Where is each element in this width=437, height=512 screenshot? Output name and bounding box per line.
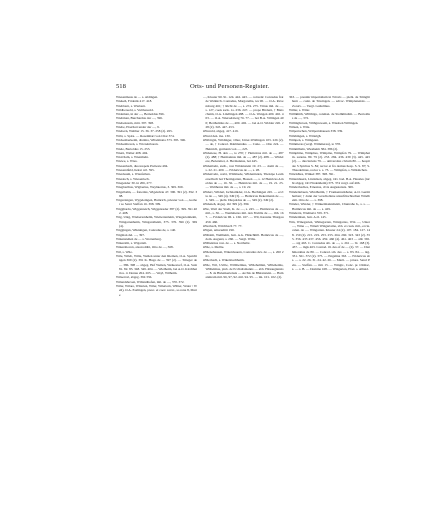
- index-entry: Wiesendfeld, heiret 4.0. 595.: [116, 168, 155, 173]
- index-entry: Wilard den. ina. 130.: [202, 133, 231, 138]
- index-entry: Wildert, Wildert, Ischnamider, O.A. Hechingen 245. — ecclia de —, 349 (4). 349 (3). — Heinricus Dekermann de —, 1. 349. — plebi. Diopoldus de —, 349 (2). 349 (2).: [202, 189, 284, 203]
- index-entry: Wiebern, Walther 15. 36. 37. 258 (2). 265.: [116, 129, 173, 134]
- index-entry: Wimpen, s. Wimgeun.: [289, 137, 319, 142]
- index-entry: Wilandshoven, Willandhofen, mil. de —, 370. 372.: [116, 279, 185, 284]
- index-entry: Wille, Wil, Uville, Willibelmus, Willehalmin, Willeheims, Wilhelmus, plab. de Ecchaltsmanns — abb. Hirsaugiensis — 8. de Hulenkertensis — Archis de Bhtrenstein. — Hamanniram mil. 96, 97, 92. mil. 94. 95. — mi. 101. 102. (2).: [202, 262, 284, 280]
- index-entry: Wiebbern, s. Wiebern.: [116, 103, 146, 108]
- index-entry: Wilie, s. Mollie.: [202, 245, 225, 250]
- index-entry: Wilaveld, abgeg. 417. 419.: [202, 129, 239, 134]
- index-entry: Wiekeh, Friderik 417. 418.: [116, 99, 153, 104]
- index-entry: Wiesbaum, s. Wiesfeiben.: [116, 172, 151, 177]
- index-entry: Winckhles, Winkel 387. 398. 391.: [289, 172, 335, 177]
- index-entry: Wiggingen, Wikningen, Conradus de, s. 140.: [116, 228, 177, 233]
- index-entry: Wilerbach, Wilchbach 77. 77.: [202, 223, 243, 228]
- index-entry: Wilgen, amoruditit 190.: [202, 228, 235, 233]
- index-entry: Willheirnus von. de — s. Northaltz.: [202, 241, 251, 246]
- index-entry: Wilaervel, abgeg. 394 336.: [116, 275, 153, 280]
- index-entry: Wiebman, Burchardus dar —, 396.: [116, 116, 163, 121]
- index-entry: Wilhalm, Weilheim, bair. A.G. Hirkchhill. Heinricus de —, dom. Augusti, s. 260. — Vergl. Wille.: [202, 232, 284, 241]
- index-entry: Wil, s. Wile.: [116, 249, 133, 254]
- index-entry: Wickenhoven, s. Wiczeinboren.: [116, 142, 159, 147]
- index-entry: Wicrrhaln, s. Wiernheln.: [116, 155, 149, 160]
- index-entry: Wilpertschen, Wälpertshausen 338. 339.: [289, 129, 344, 134]
- index-entry: Wildbereold, s. Vultbereold.: [116, 107, 154, 112]
- index-entry: Win, Winegarten, Wimegarten, Winigartes, Win —, Unter —, Wine —, Wineb Wingartaina, sbb. et caan. mil., eccia. calen. de —. Wingarten. Kloster 24 (2). 107. 184. 127. 148. 150 (2). 215. 219. 253. 255. 264. 260. 323. 343 (2). 355. 356. 433 437. 456. 459. 460 (4). 461. 463 — abb 365. — sig 463. C. Conradus sib. de —, s. 261 — bl. 168 (3). 437. — mgk 463. Conrad. ill. des of de — (2). 37. — Diethmorahus de 80. — Conrad. sib. des — s. 83. 84. — nig. 331. 361. 372 (2). 375. — Engelina 363. — Fridericus abs. — s. 22. 26. 31. 24. 42. 26. — Marti. — priore. Sanct Pela. — Steffan. — mil. 15. — Wingtr., Conc. pr. Ottmac, s. — s. B. — Domina 168. — Wingarten, Ebel. s. Alhaid.: [289, 219, 370, 271]
- index-entry: Wibi, s. Spira. — Rosemhart von Char 374.: [116, 133, 175, 138]
- index-entry: Wiesenmaus de — s. Aldingen.: [116, 95, 159, 99]
- index-column-3: [289, 95, 370, 413]
- index-entry: Wickenberkeim, distinta, Wibelmatta 373. 395. 396.: [116, 137, 186, 142]
- index-entry: Windeinben, bair. A.O. 145.: [289, 215, 327, 220]
- index-entry: Wiegberthus, Wigbertus, Weybkertus, 3. 369. 369.: [116, 185, 184, 190]
- index-entry: Winderbaches, Ernestus, civis Augustensis. 369.: [289, 185, 354, 190]
- index-entry: Wigersingen, Wygeleingen, Hainrich, priester von —, korber so Sanct Steffan 16. 398. 399.: [116, 198, 197, 207]
- index-column-1: [116, 95, 197, 413]
- index-entry: Willerbach, s. Wikenbachheim.: [202, 258, 245, 263]
- index-entry: Wikersthi, s. Wigarteli.: [116, 241, 147, 246]
- index-entry: Willenehausen, Wikenbauern, Conradus dev. de —, s. 260 261.: [202, 249, 284, 258]
- index-entry: Wilshingen, s. Wittelgh.: [289, 133, 322, 138]
- running-title: Orts- und Personen-Register.: [190, 83, 270, 90]
- index-entry: Wiesloch, s. Wiesenloch.: [116, 176, 150, 181]
- index-entry: Wiesenbach, diocesspele Prebeste 494.: [116, 163, 169, 168]
- index-entry: Willinghoven, Vilihgnowem, a. Wiesben Willingen.: [289, 120, 359, 125]
- index-column-2: [203, 95, 284, 413]
- index-entry: Willer, s. Wilar.: [289, 107, 310, 112]
- index-entry: Windertz, Wiehtertz 359. 371.: [289, 211, 330, 216]
- index-entry: Wilsen, s. Wile.: [289, 125, 311, 130]
- index-entry: Wiebenstein, mitt. 397. 398.: [116, 120, 154, 125]
- index-entry: Wig, Unig, Wiebertenhelm, Wiebertenleim, Wiegartenheim, Wingartenheim, Wingarstheim, 375. 376. 396 (2). 369 (4).: [116, 215, 197, 228]
- index-entry: Wimmlheln, Wiesheim 384. 386 (2).: [289, 146, 338, 151]
- index-entry: Wildenese, H. den —, to 270; † Heinricus mil. de —, 487 (2). 488; † Hermannus mil. de —, 487 (2). 488. — Wildelere, Boleruiter, d. Hermannus, bei 445.: [202, 150, 284, 164]
- index-entry: Wikenstehen de — s. Wortenberg.: [116, 236, 162, 241]
- index-entry: Wideman, in der —, Bernoldus 396.: [116, 112, 165, 117]
- page-number: 518: [116, 83, 126, 90]
- index-entry: Wiele, Bertoldus 15. 253.: [116, 146, 151, 151]
- index-entry: Wintenbuern, Lindalzen, abgeg. Ort. bad. B.A. Hausles (nicht abgeg. Ort Findenheim) 373. 374 vergl. auf 466.: [289, 176, 370, 185]
- index-entry: Wildeneh, abgeg. Ort 399 (2). 399.: [202, 202, 250, 207]
- page-header: [116, 82, 370, 92]
- index-entry: Wile, Wileb, Wilie, Weilen unter den Riemen, O.A. Spaichingen 369 (2). 391 K. Hugo de — 397 (2). — Triteger de — 386. 398 — abgeg. Hof Weilen, Weikestorf, O.A. Sulz 81. 82. 83. 348. 349. 404. — Wielheim, bei A.O. Kirchheim u. d. Donau 264. 265. — Weyl, Wilheim.: [116, 253, 197, 276]
- index-entry: Wiebe, Eberhart under der —, 9.: [116, 125, 160, 130]
- index-entry: Wiegender 30. in 206, 277.: [116, 180, 153, 185]
- index-entry: Wigman del. —, 397.: [116, 232, 145, 237]
- index-entry: Wiggharda, Wiggenreich, Wiggenreder 387 (2). 399. 391 402. 408.: [116, 206, 197, 216]
- index-entry: Windeliebuen, Windhatim, † Frankenrudshaler, A.O. Germiheiben; † dann der verschollene unterfrüschischen Windbeim. Otto de —. s. 398.: [289, 189, 370, 203]
- index-columns: [116, 95, 370, 413]
- index-entry: Wimphina, Wimphes, Wimpina, Wimpfen 79. — Wimpheim. sotiens. 80. 79 (2). 253. 284. 436. 439 (3). 445. 445 (2). — dioclertens 79. — universitas civium 80. — hospitale S Spiritus S. 84; rector et fra domus hosp. S. S. 87; S. Theodolinus, rector s. s. 73. — Wimpfen, s. Wilkinchen.: [289, 150, 370, 173]
- index-entry: Wimmeras (vergl. Wimmerau), te 378.: [289, 142, 341, 147]
- index-entry: Winder, Winder, † Winkelmannsheim, Chunraho h., s. s. — Haimricus mil. de —. s. 429.: [289, 202, 370, 211]
- index-entry: Willlkhith, Willihiga, conman. de Stollkhiolim. — Bertoldus de —, 372.: [289, 112, 370, 121]
- index-entry: Wikershoven, anscrodditi, Otto de —, 368.: [116, 245, 174, 250]
- index-entry: Wilar, Wilare, Wilarten, Wiler, Wilertom, Wilher, Waler / Weil), O.A. Esslingen, presc. et coev. savar., so rone 8, Marte: [116, 284, 197, 297]
- index-entry: Wigelbahn, — fraternis, Wigelebrie 47. 390. 391 (2). 392. 398.: [116, 189, 197, 198]
- index-entry: Wildenveln, cesbi, Wildmede, Wildeninden, Theisipe Lesmerselbsch bei Theringarten, Hossen —, s. 12 Henricus Arnoldus de —, 16. 36. — Heinricus mil. de —, 19. 21. 25. — Waltherus mil. de —, s. 19. 22.: [202, 172, 284, 190]
- index-entry: Wile, Weil der Stadt, K. de —, s. 245. — Haimricus de —, mil., s. 36. — Wenlaherus mil. den Fruhlle de —, 166. 167. — Fridericus III. s. 166. 167. — Wil, Kastanu Thurgau 459. 460.: [202, 206, 284, 224]
- index-entry: Wiern, Walter 408. 404.: [116, 150, 149, 155]
- index-entry: Wiewe, s. Wies.: [116, 159, 138, 164]
- index-entry: Wildenbeln, stetb., von Wildenstein 19. 23. — domi de —, s. 22. 21. 400. — Fridericus de —, s. 28.: [202, 163, 284, 173]
- index-entry: Wiltbirgin, Wildinger, Obur, Unter-Wildingen 103. 226 (2). — de, † Conrad. Ddelmandus. — Cuno. — Otto 224. — Heinrich, germann von —, 225.: [202, 137, 284, 151]
- index-entry: 363. — presinir imperialium in Trivels — plebi. de Trünglithern — conn. de Tuwingen. — advoc. Wimplenensis. — Zorotv. — Vergl. Guilelmus.: [289, 95, 370, 108]
- index-entry: —, Kloster 90. 91. 124. 442. 443. — convent: Conradus frat de Walkirch. Conradus, Margaretha, tes 90. — O.A. Ravensburg 461; † Richt de —, s. 274. 275. Vitrus mil. de —, s. 127, cook sack. 1a. 236. 247. — prope Birdern, † Bietschaim, O.A. Lindlingen 488. — O.A. Wangen 400. 402. 403. — O.A. Wierselsberg 76. 77. — bei B.A. Villingen 400; Berthalidus de —, 400. 402. — bei A.O. Widder 226. 228 (2). 345. 447. 453.: [202, 95, 284, 130]
